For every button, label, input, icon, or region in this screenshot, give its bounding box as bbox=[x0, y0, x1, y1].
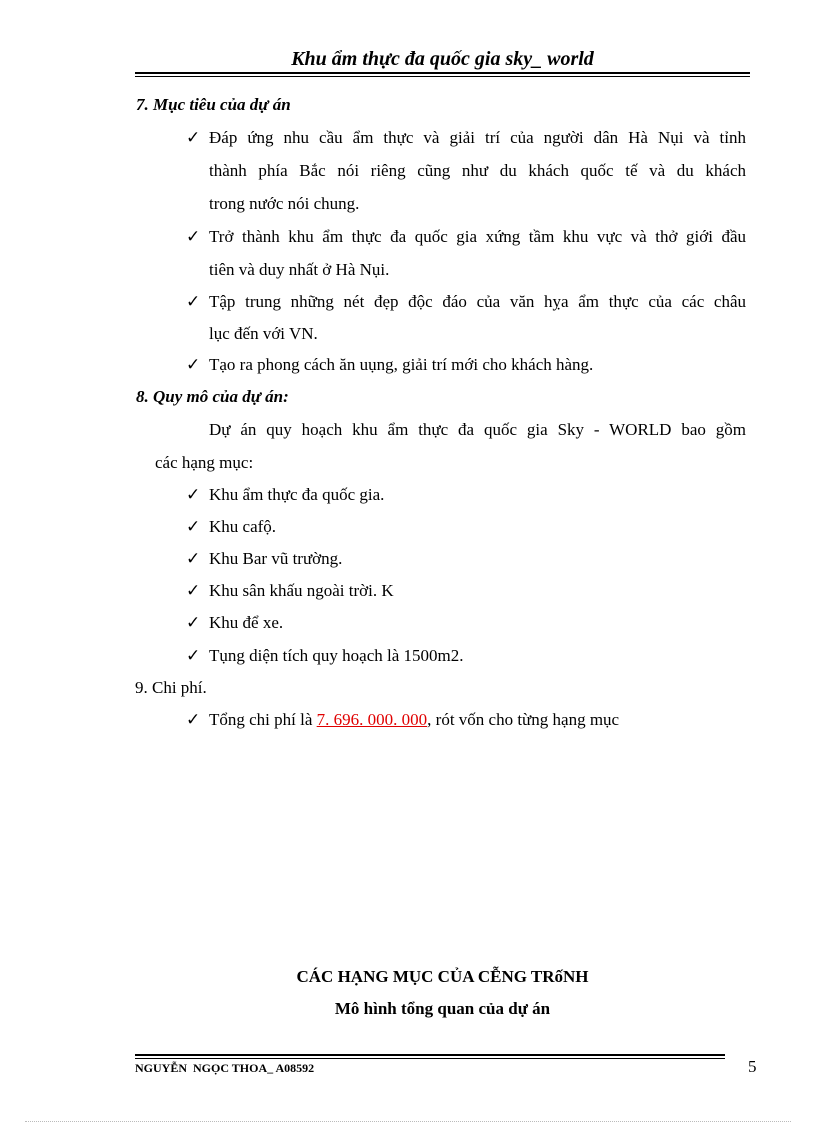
s7-bullet2-line1: Trở thành khu ẩm thực đa quốc gia xứng tầm khu vực và thở giới đầu bbox=[209, 227, 746, 246]
footer-author: NGUYỄN NGỌC THOA_ A08592 bbox=[135, 1061, 315, 1075]
check-icon: ✓ bbox=[186, 128, 201, 147]
check-icon: ✓ bbox=[186, 581, 201, 600]
header-rule-thin bbox=[135, 76, 750, 77]
check-icon: ✓ bbox=[186, 517, 201, 536]
footer-rule-thin bbox=[135, 1058, 725, 1059]
s8-item: Khu cafộ. bbox=[209, 517, 277, 536]
s7-bullet1-line3: trong nước nói chung. bbox=[209, 194, 360, 213]
s9-cost-line bbox=[209, 710, 619, 730]
s7-bullet2-line2: tiên và duy nhất ở Hà Nụi. bbox=[209, 260, 390, 279]
s8-item: Khu ẩm thực đa quốc gia. bbox=[209, 485, 385, 504]
s7-bullet3-line1: Tập trung những nét đẹp độc đáo của văn hỵa ẩm thực của các châu bbox=[209, 292, 746, 311]
section-8-heading: 8. Quy mô của dự án: bbox=[136, 387, 289, 406]
check-icon: ✓ bbox=[186, 549, 201, 568]
section-9-heading: 9. Chi phí. bbox=[135, 678, 207, 697]
s8-item: Tụng diện tích quy hoạch là 1500m2. bbox=[209, 646, 464, 665]
cost-prefix: Tổng chi phí là bbox=[209, 710, 317, 729]
check-icon: ✓ bbox=[186, 292, 201, 311]
s8-item: Khu Bar vũ trường. bbox=[209, 549, 343, 568]
page-number: 5 bbox=[748, 1057, 757, 1076]
s7-bullet1-line1: Đáp ứng nhu cầu ẩm thực và giải trí của người dân Hà Nụi và tỉnh bbox=[209, 128, 746, 147]
s8-intro-line1: Dự án quy hoạch khu ẩm thực đa quốc gia Sky - WORLD bao gồm bbox=[209, 420, 746, 439]
s8-intro-line2: các hạng mục: bbox=[155, 453, 254, 472]
overview-model-title: Mô hình tổng quan của dự án bbox=[334, 999, 551, 1018]
cost-value: 7. 696. 000. 000 bbox=[316, 710, 428, 729]
s8-item: Khu để xe. bbox=[209, 613, 284, 632]
page-bottom-dotted-divider bbox=[25, 1121, 791, 1122]
check-icon: ✓ bbox=[186, 710, 201, 729]
s7-bullet4-line1: Tạo ra phong cách ăn uụng, giải trí mới cho khách hàng. bbox=[209, 355, 594, 374]
check-icon: ✓ bbox=[186, 227, 201, 246]
s7-bullet3-line2: lục đến với VN. bbox=[209, 324, 318, 343]
check-icon: ✓ bbox=[186, 613, 201, 632]
footer-rule-thick bbox=[135, 1054, 725, 1056]
s7-bullet1-line2: thành phía Bắc nói riêng cũng như du khách quốc tế và du khách bbox=[209, 161, 746, 180]
works-items-title: CÁC HẠNG MỤC CỦA CỄNG TRốNH bbox=[296, 967, 589, 986]
page-header-title: Khu ẩm thực đa quốc gia sky_ world bbox=[291, 48, 594, 70]
check-icon: ✓ bbox=[186, 646, 201, 665]
header-rule-thick bbox=[135, 72, 750, 74]
check-icon: ✓ bbox=[186, 355, 201, 374]
check-icon: ✓ bbox=[186, 485, 201, 504]
section-7-heading: 7. Mục tiêu của dự án bbox=[136, 95, 291, 114]
cost-suffix: , rót vốn cho từng hạng mục bbox=[427, 710, 620, 729]
s8-item: Khu sân khấu ngoài trời. K bbox=[209, 581, 394, 600]
